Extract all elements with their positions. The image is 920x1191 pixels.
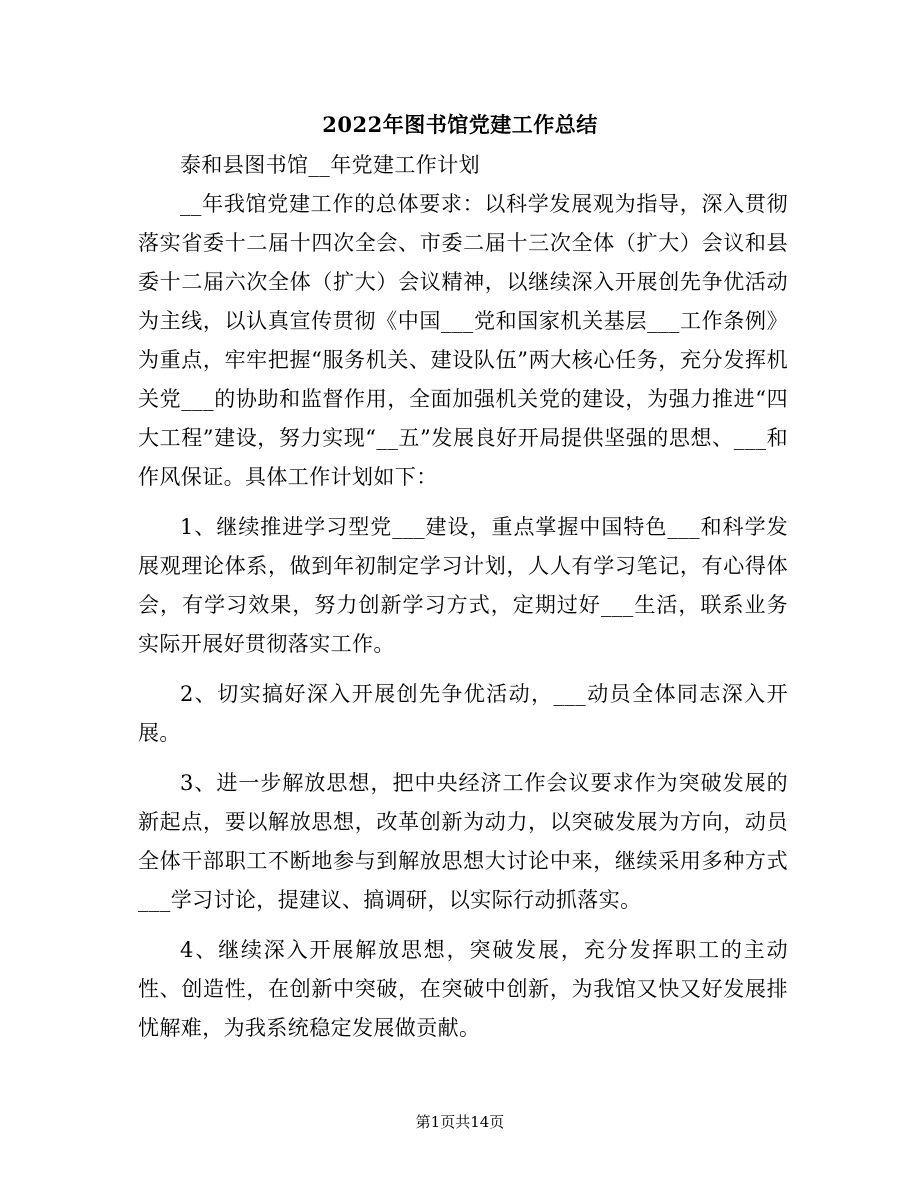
paragraph-item-3: 3、进一步解放思想，把中央经济工作会议要求作为突破发展的新起点，要以解放思想，改革创新为动力，以突破发展为方向，动员全体干部职工不断地参与到解放思想大讨论中来，继续采用多种方式___学习讨论，提建议、搞调研，以实际行动抓落实。 — [138, 771, 788, 912]
paragraph-general-requirements: __年我馆党建工作的总体要求：以科学发展观为指导，深入贯彻落实省委十二届十四次全会、市委二届十三次全体（扩大）会议和县委十二届六次全体（扩大）会议精神，以继续深入开展创先争优活动为主线，以认真宣传贯彻《中国___党和国家机关基层___工作条例》为重点，牢牢把握“服务机关、建设队伍”两大核心任务，充分发挥机关党___的协助和监督作用，全面加强机关党的建设，为强力推进“四大工程”建设，努力实现“__五”发展良好开局提供坚强的思想、___和作风保证。具体工作计划如下： — [138, 192, 788, 489]
paragraph-item-2: 2、切实搞好深入开展创先争优活动，___动员全体同志深入开展。 — [138, 682, 788, 745]
paragraph-item-4: 4、继续深入开展解放思想，突破发展，充分发挥职工的主动性、创造性，在创新中突破，在突破中创新，为我馆又快又好发展排忧解难，为我系统稳定发展做贡献。 — [138, 938, 788, 1040]
document-title: 2022年图书馆党建工作总结 — [322, 112, 598, 137]
page-indicator: 第1页共14页 — [415, 1113, 505, 1131]
paragraph-item-1: 1、继续推进学习型党___建设，重点掌握中国特色___和科学发展观理论体系，做到年初制定学习计划，人人有学习笔记，有心得体会，有学习效果，努力创新学习方式，定期过好___生活，联系业务实际开展好贯彻落实工作。 — [138, 515, 788, 656]
paragraph-plan-heading: 泰和县图书馆__年党建工作计划 — [180, 153, 480, 177]
document-body — [138, 146, 788, 1059]
